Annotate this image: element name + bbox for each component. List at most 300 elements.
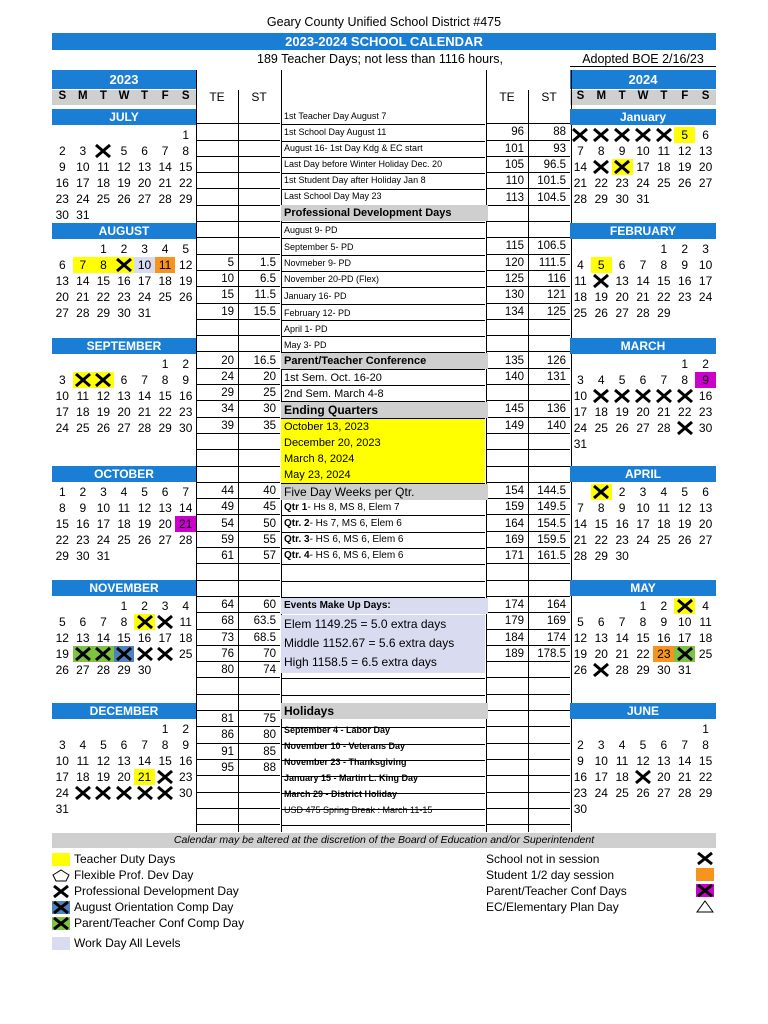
day-cell — [155, 127, 176, 143]
day-cell: 27 — [615, 306, 629, 320]
day-count — [238, 581, 280, 597]
day-cell: 10 — [96, 501, 111, 515]
day-count: 95 — [196, 760, 238, 776]
day-cell — [591, 801, 612, 817]
x-icon — [591, 484, 612, 500]
day-cell: 16 — [179, 389, 193, 403]
day-cell: 31 — [137, 306, 152, 320]
day-cell: 6 — [639, 373, 647, 387]
day-cell: 17 — [573, 405, 588, 419]
month-header: MAY — [570, 580, 716, 596]
day-cell: 8 — [597, 501, 605, 515]
day-cell — [73, 241, 94, 257]
day-count — [238, 467, 280, 483]
day-count: 113 — [486, 190, 528, 206]
day-cell: 26 — [96, 421, 111, 435]
day-count — [486, 320, 528, 336]
day-cell: 2 — [660, 599, 668, 613]
day-cell — [155, 769, 176, 785]
day-count: 34 — [196, 401, 238, 417]
pd-7: April 1- PD — [284, 324, 328, 334]
x-icon — [612, 388, 633, 404]
day-count — [238, 108, 280, 124]
day-cell: 4 — [660, 485, 668, 499]
day-cell: 23 — [678, 290, 692, 304]
day-cell: 28 — [636, 306, 650, 320]
x-magenta-icon — [696, 884, 714, 897]
day-count — [238, 190, 280, 206]
day-count: 73 — [196, 630, 238, 646]
day-count — [238, 793, 280, 809]
day-cell: 20 — [158, 517, 172, 531]
day-cell: 26 — [117, 192, 131, 206]
day-cell: 6 — [597, 615, 605, 629]
day-cell — [93, 356, 114, 372]
day-cell: 3 — [702, 242, 709, 256]
day-cell: 27 — [158, 533, 172, 547]
weekday-label: F — [161, 90, 169, 102]
day-count: 159.5 — [528, 532, 570, 548]
te-header-right: TE — [499, 90, 515, 104]
month-header: OCTOBER — [52, 466, 196, 482]
day-cell: 24 — [76, 192, 90, 206]
day-cell — [134, 721, 155, 737]
x-icon — [134, 614, 155, 630]
day-cell: 28 — [158, 192, 172, 206]
day-count: 50 — [238, 516, 280, 532]
day-cell: 14 — [96, 631, 111, 645]
district-name: Geary County Unified School District #475 — [266, 15, 502, 29]
month-header: January — [570, 109, 716, 125]
day-cell — [653, 548, 674, 564]
day-cell: 28 — [573, 549, 588, 563]
holiday-1: September 4 - Labor Day — [284, 725, 391, 735]
day-count: 93 — [528, 141, 570, 157]
day-cell: 15 — [179, 160, 193, 174]
day-count: 171 — [486, 548, 528, 564]
day-cell: 6 — [161, 485, 169, 499]
day-count: 70 — [238, 646, 280, 662]
day-cell: 9 — [182, 738, 190, 752]
day-count — [528, 793, 570, 809]
day-cell: 4 — [79, 738, 87, 752]
day-cell: 19 — [573, 647, 588, 661]
day-cell: 6 — [618, 258, 626, 272]
day-cell: 3 — [597, 738, 605, 752]
day-cell: 17 — [636, 160, 650, 174]
day-cell — [612, 388, 633, 404]
day-cell: 27 — [76, 663, 90, 677]
day-cell: 17 — [698, 274, 713, 288]
day-cell — [633, 388, 654, 404]
day-cell: 23 — [653, 646, 674, 662]
legend-label: EC/Elementary Plan Day — [486, 900, 619, 914]
day-count — [238, 809, 280, 825]
day-cell: 30 — [615, 192, 629, 206]
day-cell: 11 — [657, 501, 671, 515]
eq-1: October 13, 2023 — [284, 421, 370, 433]
day-cell — [155, 785, 176, 801]
day-cell — [612, 436, 633, 452]
month-grid — [570, 598, 716, 678]
pd-3: Novmeber 9- PD — [284, 258, 352, 268]
day-cell: 28 — [96, 663, 111, 677]
day-cell: 3 — [639, 485, 647, 499]
day-count — [196, 434, 238, 450]
day-cell: 13 — [117, 389, 131, 403]
day-cell: 24 — [573, 421, 588, 435]
weekday-header-left — [52, 90, 196, 105]
day-cell: 25 — [657, 176, 671, 190]
day-count: 49 — [196, 499, 238, 515]
month-grid — [52, 356, 196, 436]
day-cell: 14 — [573, 517, 588, 531]
day-cell: 19 — [615, 405, 629, 419]
day-count — [528, 809, 570, 825]
day-cell: 24 — [55, 786, 69, 800]
day-cell — [73, 721, 94, 737]
day-cell: 12 — [678, 501, 692, 515]
day-count: 54 — [196, 516, 238, 532]
day-cell — [175, 207, 196, 223]
spring-break: USD 475 Spring Break : March 11-15 — [284, 805, 433, 815]
day-cell: 20 — [657, 770, 671, 784]
day-cell: 12 — [678, 144, 692, 158]
day-cell: 24 — [96, 533, 111, 547]
day-cell: 6 — [702, 485, 709, 499]
x-icon — [653, 388, 674, 404]
x-icon — [114, 257, 135, 273]
day-cell: 8 — [182, 144, 190, 158]
day-cell — [134, 785, 155, 801]
day-count: 24 — [196, 369, 238, 385]
day-cell — [633, 436, 654, 452]
day-cell: 5 — [577, 615, 584, 629]
day-cell — [674, 388, 695, 404]
weekday-label: M — [596, 90, 607, 102]
day-cell — [570, 356, 591, 372]
day-cell: 12 — [96, 389, 111, 403]
last-day-winter: Last Day before Winter Holiday Dec. 20 — [284, 159, 443, 169]
month-grid — [52, 721, 196, 817]
pd-5: January 16- PD — [284, 291, 347, 301]
qtr-3-label: Qtr. 3 — [284, 534, 310, 545]
day-cell — [73, 372, 94, 388]
day-cell: 22 — [594, 533, 608, 547]
day-cell: 23 — [179, 405, 193, 419]
legend-half-day — [486, 867, 716, 883]
x-icon — [73, 372, 94, 388]
day-cell: 3 — [141, 242, 148, 256]
x-icon — [134, 646, 155, 662]
day-cell — [612, 159, 633, 175]
day-cell: 4 — [120, 485, 128, 499]
day-count: 39 — [196, 418, 238, 434]
month-header: JUNE — [570, 703, 716, 719]
day-cell: 1 — [120, 599, 128, 613]
month-header: AUGUST — [52, 223, 196, 239]
day-cell — [591, 484, 612, 500]
day-cell: 22 — [636, 647, 650, 661]
day-cell — [134, 614, 155, 630]
day-cell: 27 — [55, 306, 69, 320]
day-cell: 2 — [681, 242, 689, 256]
legend-label: Student 1/2 day session — [486, 868, 615, 882]
day-count: 164 — [528, 597, 570, 613]
day-cell: 17 — [636, 517, 650, 531]
x-icon — [674, 420, 695, 436]
day-cell: 26 — [615, 421, 629, 435]
day-cell: 25 — [615, 786, 629, 800]
holiday-5: March 29 - District Holiday — [284, 789, 398, 799]
day-count: 174 — [486, 597, 528, 613]
day-cell: 30 — [137, 663, 152, 677]
day-count — [486, 450, 528, 466]
day-cell: 23 — [573, 786, 588, 800]
day-cell — [674, 436, 695, 452]
day-cell: 14 — [636, 274, 650, 288]
day-cell — [134, 207, 155, 223]
day-cell — [695, 305, 716, 321]
day-count — [486, 776, 528, 792]
day-cell: 17 — [678, 631, 692, 645]
day-count: 178.5 — [528, 646, 570, 662]
day-cell — [674, 801, 695, 817]
day-count — [486, 222, 528, 238]
day-cell: 13 — [117, 754, 131, 768]
day-cell: 18 — [615, 770, 629, 784]
day-count — [196, 450, 238, 466]
day-count: 140 — [528, 418, 570, 434]
day-count — [196, 190, 238, 206]
day-cell: 11 — [615, 754, 629, 768]
day-cell: 25 — [76, 421, 90, 435]
day-count: 121 — [528, 287, 570, 303]
day-cell — [134, 801, 155, 817]
day-count — [196, 108, 238, 124]
day-cell: 8 — [161, 373, 169, 387]
legend-label: Work Day All Levels — [74, 936, 181, 950]
day-count — [528, 320, 570, 336]
day-cell: 6 — [79, 615, 87, 629]
day-cell: 30 — [179, 786, 193, 800]
day-count: 120 — [486, 255, 528, 271]
day-cell — [93, 372, 114, 388]
x-icon — [674, 646, 695, 662]
day-cell: 13 — [76, 631, 90, 645]
day-count: 45 — [238, 499, 280, 515]
day-count: 57 — [238, 548, 280, 564]
day-count — [196, 173, 238, 189]
day-cell: 18 — [698, 631, 713, 645]
pd-8: May 3- PD — [284, 340, 327, 350]
day-cell — [73, 801, 94, 817]
day-count: 154.5 — [528, 516, 570, 532]
day-cell: 18 — [117, 517, 131, 531]
day-cell: 12 — [117, 160, 131, 174]
day-count: 88 — [238, 760, 280, 776]
day-cell: 30 — [657, 663, 671, 677]
day-cell — [155, 548, 176, 564]
day-cell: 16 — [137, 631, 152, 645]
month-grid — [52, 598, 196, 678]
day-cell: 3 — [161, 599, 169, 613]
day-cell: 25 — [573, 306, 588, 320]
day-count: 115 — [486, 238, 528, 254]
day-cell — [591, 721, 612, 737]
day-cell: 15 — [158, 389, 172, 403]
legend-label: School not in session — [486, 852, 600, 866]
day-cell — [52, 241, 73, 257]
qtr-3 — [281, 532, 404, 548]
day-cell — [52, 598, 73, 614]
day-cell — [52, 721, 73, 737]
day-cell: 1 — [161, 357, 169, 371]
x-green-icon — [52, 917, 70, 930]
day-cell: 21 — [134, 769, 155, 785]
weekday-label: T — [618, 90, 626, 102]
day-cell: 26 — [636, 786, 650, 800]
day-cell — [633, 548, 654, 564]
day-cell: 22 — [55, 533, 69, 547]
day-count — [238, 450, 280, 466]
x-icon — [633, 388, 654, 404]
day-count: 20 — [196, 353, 238, 369]
day-count: 116 — [528, 271, 570, 287]
day-count — [528, 711, 570, 727]
day-count — [528, 776, 570, 792]
day-cell — [93, 127, 114, 143]
footer-note: Calendar may be altered at the discretion of the Board of Education and/or Superintendent — [52, 833, 716, 848]
legend-label: Teacher Duty Days — [74, 852, 176, 866]
day-cell: 11 — [97, 160, 110, 174]
day-cell: 21 — [678, 770, 692, 784]
day-cell: 5 — [674, 127, 695, 143]
qtr-4 — [281, 548, 404, 564]
day-count: 15.5 — [238, 304, 280, 320]
day-count: 6.5 — [238, 271, 280, 287]
qtr-2-text: - Hs 7, MS 6, Elem 6 — [309, 518, 402, 529]
day-cell: 7 — [681, 738, 689, 752]
month-grid — [570, 721, 716, 817]
day-cell: 18 — [594, 405, 608, 419]
day-cell: 10 — [55, 389, 69, 403]
month-header: FEBRUARY — [570, 223, 716, 239]
day-count — [528, 108, 570, 124]
day-count — [528, 206, 570, 222]
day-count — [196, 336, 238, 352]
day-count: 125 — [486, 271, 528, 287]
day-cell: 3 — [577, 373, 584, 387]
day-count: 1.5 — [238, 255, 280, 271]
day-count — [238, 141, 280, 157]
day-count — [486, 385, 528, 401]
day-cell — [93, 721, 114, 737]
x-icon — [93, 372, 114, 388]
legend-label: August Orientation Comp Day — [74, 900, 234, 914]
calendar-title: 2023-2024 SCHOOL CALENDAR — [52, 33, 716, 50]
weekday-label: S — [576, 90, 585, 102]
x-icon — [591, 388, 612, 404]
x-icon — [612, 127, 633, 143]
day-count — [486, 662, 528, 678]
day-cell: 3 — [79, 144, 87, 158]
day-cell — [73, 646, 94, 662]
day-cell: 25 — [698, 647, 713, 661]
day-cell — [175, 305, 196, 321]
day-cell — [695, 191, 716, 207]
subtitle: 189 Teacher Days; not less than 1116 hours, — [257, 52, 503, 66]
qtr-1 — [281, 500, 400, 516]
day-cell: 3 — [58, 738, 66, 752]
day-cell: 18 — [96, 176, 111, 190]
day-cell — [674, 191, 695, 207]
day-cell: 7 — [141, 738, 148, 752]
day-cell — [612, 598, 633, 614]
eq-heading: Ending Quarters — [281, 402, 488, 418]
x-icon — [114, 785, 135, 801]
day-count: 25 — [238, 385, 280, 401]
day-cell — [175, 548, 196, 564]
weekday-label: S — [701, 90, 710, 102]
eq-2: December 20, 2023 — [284, 437, 381, 449]
day-cell: 9 — [618, 501, 626, 515]
day-count: 104.5 — [528, 190, 570, 206]
day-cell: 18 — [158, 274, 172, 288]
day-cell: 4 — [182, 599, 190, 613]
day-cell: 13 — [137, 160, 152, 174]
day-count: 189 — [486, 646, 528, 662]
x-icon — [591, 127, 612, 143]
day-cell: 20 — [137, 176, 152, 190]
legend-label: Professional Development Day — [74, 884, 239, 898]
day-count: 91 — [196, 744, 238, 760]
day-cell: 22 — [678, 405, 692, 419]
day-count: 159 — [486, 499, 528, 515]
day-count — [486, 744, 528, 760]
day-cell: 6 — [702, 128, 709, 142]
day-cell: 10 — [55, 754, 69, 768]
day-count: 161.5 — [528, 548, 570, 564]
day-count — [486, 581, 528, 597]
day-cell: 17 — [137, 274, 152, 288]
day-cell: 19 — [179, 274, 193, 288]
day-count — [196, 809, 238, 825]
day-cell: 25 — [96, 192, 111, 206]
month-grid — [52, 484, 196, 564]
month-grid — [570, 127, 716, 207]
emu-3: High 1158.5 = 6.5 extra days — [284, 655, 437, 669]
day-cell: 15 — [117, 631, 131, 645]
day-cell: 18 — [76, 405, 90, 419]
day-cell: 8 — [702, 738, 709, 752]
day-cell: 23 — [117, 290, 131, 304]
day-count — [196, 564, 238, 580]
day-cell: 30 — [117, 306, 131, 320]
day-cell: 23 — [698, 405, 713, 419]
day-cell: 11 — [155, 257, 176, 273]
day-cell — [612, 356, 633, 372]
day-count — [196, 695, 238, 711]
x-icon — [633, 769, 654, 785]
day-cell: 28 — [137, 421, 152, 435]
day-cell — [155, 207, 176, 223]
day-cell: 12 — [137, 501, 152, 515]
day-cell — [633, 241, 654, 257]
legend-label: Parent/Teacher Conf Days — [486, 884, 627, 898]
day-count — [238, 434, 280, 450]
day-count — [196, 157, 238, 173]
